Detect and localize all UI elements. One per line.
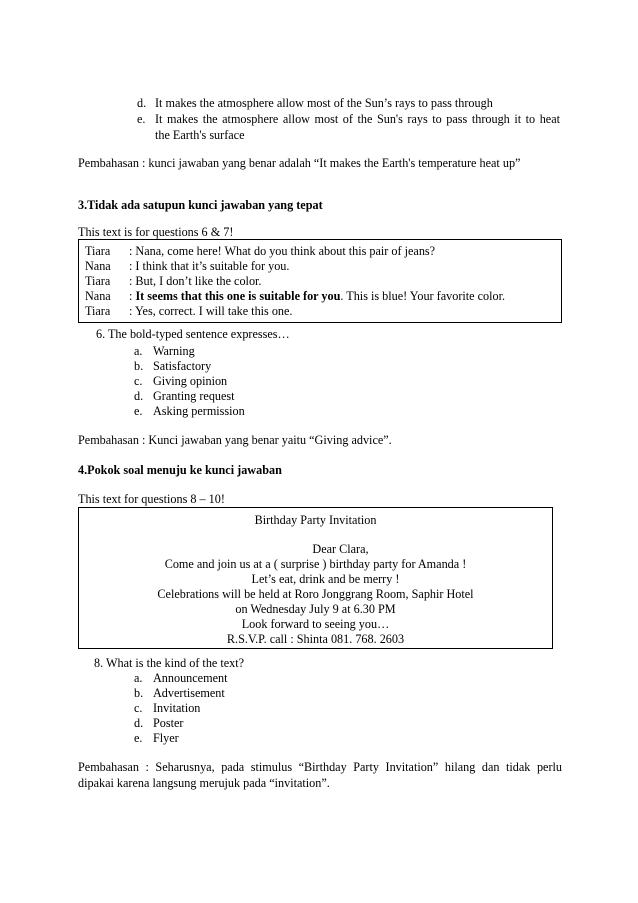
invitation-line: R.S.V.P. call : Shinta 081. 768. 2603 [226, 632, 405, 646]
option-text: Poster [153, 716, 184, 730]
invitation-line: Celebrations will be held at Roro Jonggrang Room, Saphir Hotel [157, 587, 474, 601]
dialog-line-3 [85, 274, 261, 289]
q8-option-e [134, 731, 179, 746]
invitation-line: Look forward to seeing you… [241, 617, 390, 631]
dialog-speaker: Tiara [85, 304, 111, 318]
option-text: Granting request [153, 389, 235, 403]
option-letter: d. [134, 716, 144, 730]
option-d-letter: d. [137, 96, 147, 110]
pembahasan-3-line-1: Pembahasan : Seharusnya, pada stimulus “Birthday Party Invitation” hilang dan tidak perlu [78, 760, 562, 774]
dialog-line-1 [85, 244, 435, 259]
option-e-letter: e. [137, 112, 146, 126]
heading-section-3: 3.Tidak ada satupun kunci jawaban yang tepat [78, 198, 323, 212]
q8-option-a [134, 671, 227, 686]
option-text: Advertisement [153, 686, 225, 700]
option-letter: b. [134, 686, 144, 700]
dialog-text-post: . This is blue! Your favorite color. [340, 289, 506, 303]
question-6: 6. The bold-typed sentence expresses… [96, 327, 290, 341]
invitation-line: Dear Clara, [312, 542, 369, 556]
dialog-speaker: Nana [85, 289, 111, 303]
q6-option-d [134, 389, 235, 404]
option-letter: e. [134, 404, 143, 418]
dialog-text: : But, I don’t like the color. [129, 274, 262, 288]
dialog-bold-sentence: It seems that this one is suitable for you [135, 289, 341, 303]
option-text: Warning [153, 344, 195, 358]
question-8: 8. What is the kind of the text? [94, 656, 245, 670]
option-letter: b. [134, 359, 144, 373]
option-text: Satisfactory [153, 359, 212, 373]
q6-option-b [134, 359, 211, 374]
invitation-line: Come and join us at a ( surprise ) birthday party for Amanda ! [164, 557, 467, 571]
option-letter: c. [134, 701, 143, 715]
option-e-text: It makes the atmosphere allow most of the Sun's rays to pass through it to heat [155, 112, 560, 126]
q6-option-e [134, 404, 245, 419]
option-letter: a. [134, 671, 143, 685]
dialog-text: : Nana, come here! What do you think about this pair of jeans? [129, 244, 436, 258]
dialog-text: : I think that it’s suitable for you. [129, 259, 290, 273]
dialog-text-pre: : [129, 289, 136, 303]
option-text: Asking permission [153, 404, 245, 418]
invitation-title: Birthday Party Invitation [254, 513, 377, 527]
dialog-line-4 [85, 289, 505, 304]
option-letter: d. [134, 389, 144, 403]
heading-section-4: 4.Pokok soal menuju ke kunci jawaban [78, 463, 282, 477]
pembahasan-1: Pembahasan : kunci jawaban yang benar adalah “It makes the Earth's temperature heat up” [78, 156, 521, 170]
intro-section-3: This text is for questions 6 & 7! [78, 225, 234, 239]
option-text: Announcement [153, 671, 228, 685]
pembahasan-2: Pembahasan : Kunci jawaban yang benar yaitu “Giving advice”. [78, 433, 392, 447]
dialog-text: : Yes, correct. I will take this one. [129, 304, 293, 318]
dialog-line-2 [85, 259, 289, 274]
option-letter: e. [134, 731, 143, 745]
invitation-line: Let’s eat, drink and be merry ! [251, 572, 400, 586]
option-letter: c. [134, 374, 143, 388]
option-e-text-cont: the Earth's surface [155, 128, 245, 142]
option-text: Giving opinion [153, 374, 228, 388]
dialog-speaker: Tiara [85, 244, 111, 258]
pembahasan-3-line-2: dipakai karena langsung merujuk pada “invitation”. [78, 776, 330, 790]
invitation-line: on Wednesday July 9 at 6.30 PM [235, 602, 396, 616]
intro-section-4: This text for questions 8 – 10! [78, 492, 225, 506]
q8-option-c [134, 701, 200, 716]
q8-option-b [134, 686, 225, 701]
dialog-line-5 [85, 304, 292, 319]
option-text: Flyer [153, 731, 179, 745]
option-letter: a. [134, 344, 143, 358]
dialog-speaker: Tiara [85, 274, 111, 288]
dialog-speaker: Nana [85, 259, 111, 273]
q6-option-a [134, 344, 195, 359]
q6-option-c [134, 374, 227, 389]
invitation-box [78, 507, 553, 649]
q8-option-d [134, 716, 183, 731]
option-d-text: It makes the atmosphere allow most of the Sun’s rays to pass through [155, 96, 493, 110]
dialog-box [78, 239, 562, 323]
option-text: Invitation [153, 701, 201, 715]
